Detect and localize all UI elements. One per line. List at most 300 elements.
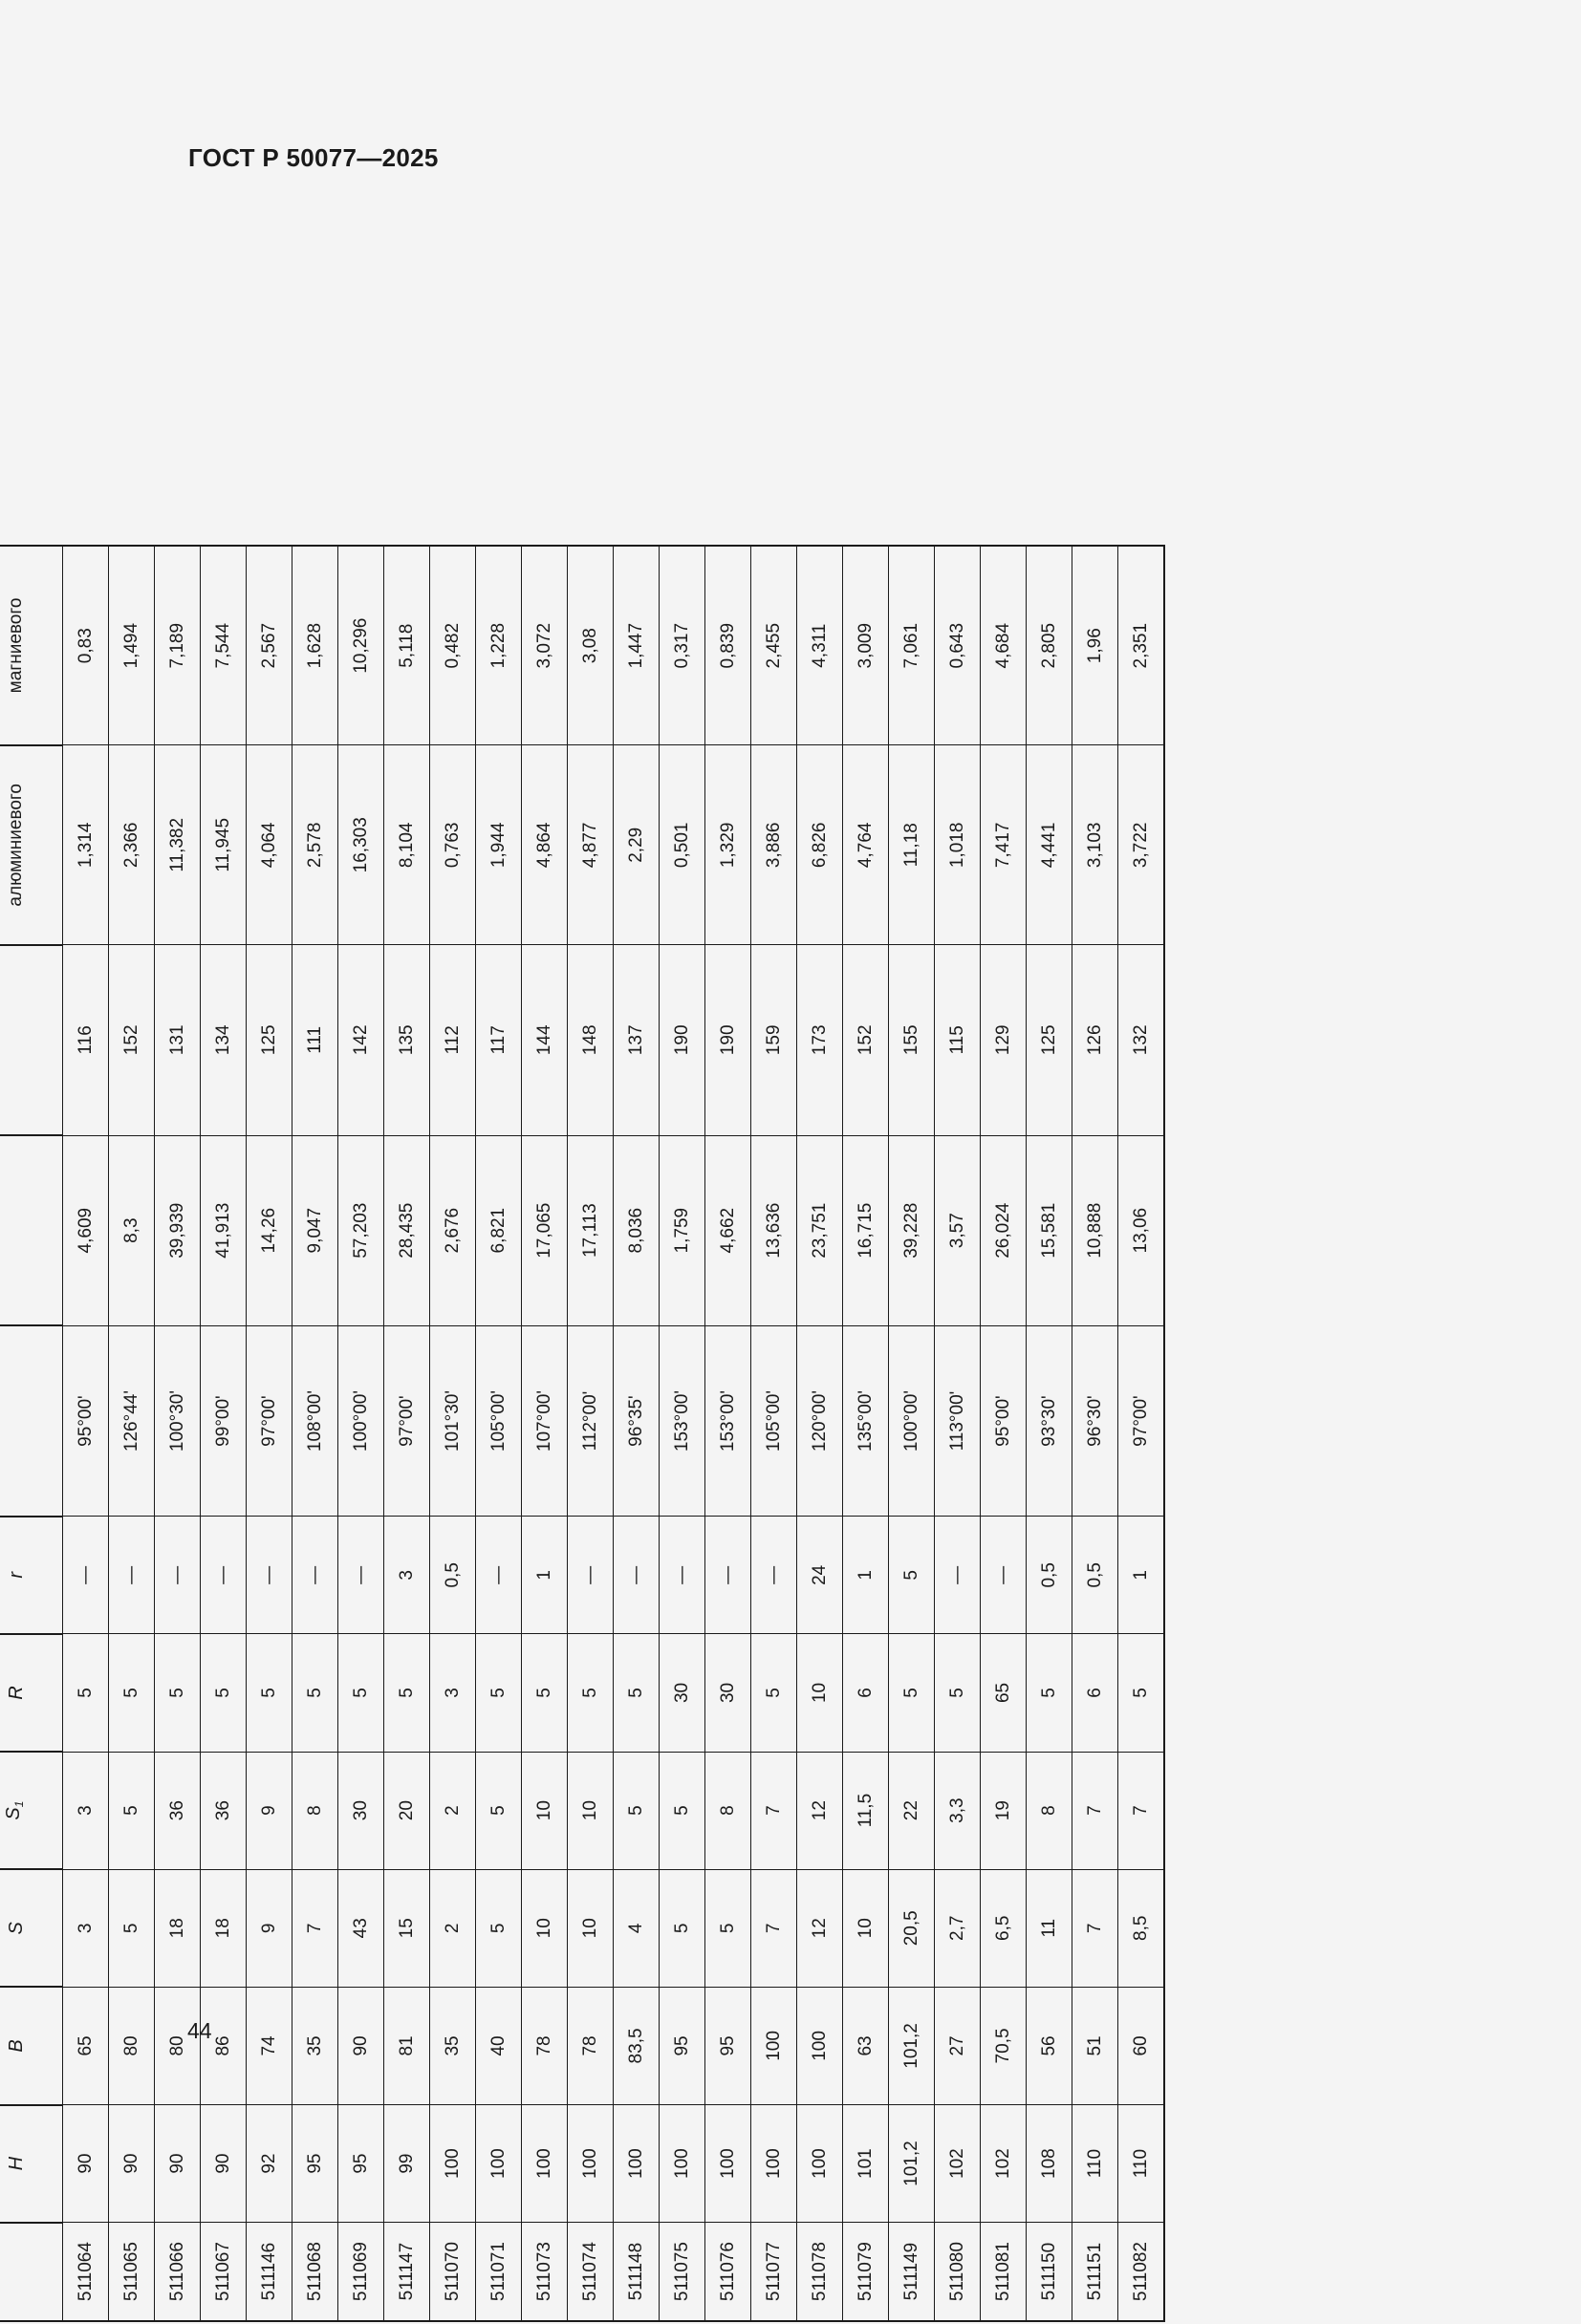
table-cell: 511151	[1072, 2223, 1118, 2321]
table-cell: 3,009	[843, 546, 889, 745]
table-cell: 30	[705, 1634, 751, 1752]
table-row	[751, 546, 797, 2321]
table-cell: 43	[338, 1869, 384, 1987]
table-cell: 135	[384, 945, 430, 1135]
table-cell: 0,317	[660, 546, 705, 745]
table-cell: 11,945	[201, 745, 247, 945]
table-cell: 5	[476, 1752, 522, 1869]
table-cell: 11,5	[843, 1752, 889, 1869]
table-cell: 6,5	[981, 1869, 1027, 1987]
table-cell: 112°00'	[568, 1325, 614, 1516]
table-cell: 3	[384, 1517, 430, 1634]
table-cell: 95°00'	[981, 1325, 1027, 1516]
table-cell: 511077	[751, 2223, 797, 2321]
table-row	[1118, 546, 1165, 2321]
table-cell: 155	[889, 945, 935, 1135]
table-row	[338, 546, 384, 2321]
table-cell: 129	[981, 945, 1027, 1135]
table-cell: —	[660, 1517, 705, 1634]
table-cell: 36	[155, 1752, 201, 1869]
table-cell: 511080	[935, 2223, 981, 2321]
table-cell: 2,676	[430, 1135, 476, 1325]
table-cell: 6	[1072, 1634, 1118, 1752]
table-cell: 5	[338, 1634, 384, 1752]
table-cell: 5,118	[384, 546, 430, 745]
table-row	[247, 546, 292, 2321]
table-cell: 1,628	[292, 546, 338, 745]
table-cell: 6	[843, 1634, 889, 1752]
table-cell: 100	[430, 2105, 476, 2223]
table-cell: 93°30'	[1027, 1325, 1072, 1516]
table-cell: 39,228	[889, 1135, 935, 1325]
table-cell: 51	[1072, 1987, 1118, 2104]
table-cell: 63	[843, 1987, 889, 2104]
table-cell: 27	[935, 1987, 981, 2104]
table-cell: 83,5	[614, 1987, 660, 2104]
table-cell: 8,3	[109, 1135, 155, 1325]
table-cell: —	[109, 1517, 155, 1634]
table-cell: 16,715	[843, 1135, 889, 1325]
table-cell: 26,024	[981, 1135, 1027, 1325]
table-cell: 5	[476, 1869, 522, 1987]
page-number: 44	[187, 2018, 212, 2043]
table-cell: 511079	[843, 2223, 889, 2321]
table-cell: 5	[155, 1634, 201, 1752]
table-cell: 39,939	[155, 1135, 201, 1325]
table-cell: 7,544	[201, 546, 247, 745]
table-row	[522, 546, 568, 2321]
table-cell: 5	[1118, 1634, 1165, 1752]
table-cell: 0,643	[935, 546, 981, 745]
table-cell: 2,7	[935, 1869, 981, 1987]
table-cell: 36	[201, 1752, 247, 1869]
table-cell: 7,061	[889, 546, 935, 745]
table-cell: 81	[384, 1987, 430, 2104]
table-cell: 1	[1118, 1517, 1165, 1634]
table-cell: 30	[660, 1634, 705, 1752]
table-cell: 18	[155, 1869, 201, 1987]
table-row	[476, 546, 522, 2321]
table-cell: 35	[292, 1987, 338, 2104]
table-cell: 100	[614, 2105, 660, 2223]
table-cell: 110	[1072, 2105, 1118, 2223]
header-profile-number	[0, 2223, 63, 2321]
table-cell: 95	[660, 1987, 705, 2104]
table-cell: 18	[201, 1869, 247, 1987]
table-cell: 0,5	[1072, 1517, 1118, 1634]
table-cell: —	[247, 1517, 292, 1634]
table-cell: 8,104	[384, 745, 430, 945]
table-cell: —	[63, 1517, 109, 1634]
table-cell: 105°00'	[476, 1325, 522, 1516]
table-cell: 2,366	[109, 745, 155, 945]
table-row	[1027, 546, 1072, 2321]
table-cell: 5	[889, 1517, 935, 1634]
table-cell: 7	[751, 1752, 797, 1869]
table-cell: 5	[889, 1634, 935, 1752]
table-cell: 4,609	[63, 1135, 109, 1325]
table-cell: 90	[109, 2105, 155, 2223]
table-cell: 78	[522, 1987, 568, 2104]
table-cell: 13,06	[1118, 1135, 1165, 1325]
table-cell: 125	[1027, 945, 1072, 1135]
table-cell: 0,482	[430, 546, 476, 745]
table-row	[843, 546, 889, 2321]
table-cell: 511082	[1118, 2223, 1165, 2321]
table-cell: 65	[63, 1987, 109, 2104]
table-cell: 105°00'	[751, 1325, 797, 1516]
table-cell: 1,96	[1072, 546, 1118, 745]
table-cell: 16,303	[338, 745, 384, 945]
table-cell: 511069	[338, 2223, 384, 2321]
table-cell: 2,567	[247, 546, 292, 745]
table-cell: 1,018	[935, 745, 981, 945]
table-row	[292, 546, 338, 2321]
document-header: ГОСТ Р 50077—2025	[188, 143, 439, 172]
table-cell: 90	[338, 1987, 384, 2104]
table-cell: 173	[797, 945, 843, 1135]
table-cell: 0,839	[705, 546, 751, 745]
table-cell: 112	[430, 945, 476, 1135]
table-cell: 4,311	[797, 546, 843, 745]
table-row	[109, 546, 155, 2321]
table-cell: 30	[338, 1752, 384, 1869]
header-area	[0, 1135, 63, 1325]
table-cell: 5	[751, 1634, 797, 1752]
table-cell: 8	[705, 1752, 751, 1869]
table-cell: 511149	[889, 2223, 935, 2321]
table-cell: 511081	[981, 2223, 1027, 2321]
table-cell: 40	[476, 1987, 522, 2104]
table-cell: 101,2	[889, 1987, 935, 2104]
table-row	[935, 546, 981, 2321]
table-cell: 108°00'	[292, 1325, 338, 1516]
table-cell: 3,103	[1072, 745, 1118, 945]
table-cell: 152	[843, 945, 889, 1135]
table-cell: 511067	[201, 2223, 247, 2321]
table-cell: 511073	[522, 2223, 568, 2321]
table-cell: 100	[705, 2105, 751, 2223]
table-cell: 3,886	[751, 745, 797, 945]
table-cell: 126°44'	[109, 1325, 155, 1516]
table-cell: 1,447	[614, 546, 660, 745]
table-cell: 2,455	[751, 546, 797, 745]
table-cell: 4,441	[1027, 745, 1072, 945]
table-cell: 12	[797, 1869, 843, 1987]
table-cell: 4,684	[981, 546, 1027, 745]
table-cell: 190	[660, 945, 705, 1135]
table-cell: 19	[981, 1752, 1027, 1869]
table-cell: 78	[568, 1987, 614, 2104]
table-cell: 110	[1118, 2105, 1165, 2223]
table-cell: 107°00'	[522, 1325, 568, 1516]
table-cell: 3	[430, 1634, 476, 1752]
table-cell: 4,764	[843, 745, 889, 945]
table-row	[705, 546, 751, 2321]
table-cell: 511150	[1027, 2223, 1072, 2321]
table-row	[201, 546, 247, 2321]
table-cell: 11,382	[155, 745, 201, 945]
table-row	[614, 546, 660, 2321]
table-cell: 95°00'	[63, 1325, 109, 1516]
table-cell: 3,08	[568, 546, 614, 745]
table-cell: 7	[1072, 1869, 1118, 1987]
table-cell: 101	[843, 2105, 889, 2223]
table-row	[430, 546, 476, 2321]
header-S: S	[0, 1869, 63, 1987]
table-cell: 7	[1118, 1752, 1165, 1869]
table-cell: 90	[201, 2105, 247, 2223]
table-cell: 10	[843, 1869, 889, 1987]
table-cell: 5	[614, 1752, 660, 1869]
table-cell: 102	[935, 2105, 981, 2223]
table-cell: 101°30'	[430, 1325, 476, 1516]
table-cell: 132	[1118, 945, 1165, 1135]
table-cell: 100°00'	[889, 1325, 935, 1516]
table-cell: 1,329	[705, 745, 751, 945]
table-cell: 100	[751, 2105, 797, 2223]
table-cell: 3,072	[522, 546, 568, 745]
table-cell: 3,722	[1118, 745, 1165, 945]
table-cell: 159	[751, 945, 797, 1135]
table-cell: —	[476, 1517, 522, 1634]
header-S1-base: S	[3, 1807, 24, 1820]
table-cell: 116	[63, 945, 109, 1135]
table-cell: —	[292, 1517, 338, 1634]
table-cell: 56	[1027, 1987, 1072, 2104]
table-cell: 5	[614, 1634, 660, 1752]
header-r: r	[0, 1517, 63, 1634]
table-cell: 14,26	[247, 1135, 292, 1325]
table-cell: 1,314	[63, 745, 109, 945]
table-cell: 0,5	[1027, 1517, 1072, 1634]
table-cell: 95	[338, 2105, 384, 2223]
table-cell: 5	[476, 1634, 522, 1752]
table-cell: 41,913	[201, 1135, 247, 1325]
table-cell: 1,759	[660, 1135, 705, 1325]
table-cell: 100	[797, 1987, 843, 2104]
table-cell: 100	[660, 2105, 705, 2223]
table-cell: 111	[292, 945, 338, 1135]
table-cell: 20,5	[889, 1869, 935, 1987]
header-H: H	[0, 2105, 63, 2223]
table-cell: 100°00'	[338, 1325, 384, 1516]
table-cell: 101,2	[889, 2105, 935, 2223]
table-cell: 4,662	[705, 1135, 751, 1325]
table-cell: 120°00'	[797, 1325, 843, 1516]
table-cell: 134	[201, 945, 247, 1135]
table-body	[63, 546, 1165, 2321]
table-cell: 8	[1027, 1752, 1072, 1869]
table-cell: 10	[568, 1869, 614, 1987]
table-cell: 99°00'	[201, 1325, 247, 1516]
table-cell: 13,636	[751, 1135, 797, 1325]
table-cell: 2,351	[1118, 546, 1165, 745]
table-cell: 5	[522, 1634, 568, 1752]
table-cell: 2	[430, 1752, 476, 1869]
table-cell: 511076	[705, 2223, 751, 2321]
table-cell: 511078	[797, 2223, 843, 2321]
table-cell: 7	[751, 1869, 797, 1987]
table-cell: 1,944	[476, 745, 522, 945]
table-cell: 0,83	[63, 546, 109, 745]
table-cell: —	[751, 1517, 797, 1634]
table-row	[384, 546, 430, 2321]
table-cell: 15,581	[1027, 1135, 1072, 1325]
table-cell: 8,036	[614, 1135, 660, 1325]
table-cell: 9	[247, 1752, 292, 1869]
table-cell: 511065	[109, 2223, 155, 2321]
table-cell: 5	[705, 1869, 751, 1987]
table-cell: 35	[430, 1987, 476, 2104]
table-cell: 20	[384, 1752, 430, 1869]
table-cell: 12	[797, 1752, 843, 1869]
table-cell: 100	[797, 2105, 843, 2223]
table-row	[63, 546, 109, 2321]
table-cell: 5	[660, 1869, 705, 1987]
table-cell: 5	[109, 1752, 155, 1869]
table-cell: 10	[568, 1752, 614, 1869]
table-cell: 1,228	[476, 546, 522, 745]
table-cell: 511148	[614, 2223, 660, 2321]
table-cell: 153°00'	[660, 1325, 705, 1516]
table-cell: 4,064	[247, 745, 292, 945]
table-cell: 97°00'	[384, 1325, 430, 1516]
table-cell: 8	[292, 1752, 338, 1869]
table-cell: 113°00'	[935, 1325, 981, 1516]
header-diameter	[0, 945, 63, 1135]
table-cell: 117	[476, 945, 522, 1135]
table-cell: 8,5	[1118, 1869, 1165, 1987]
table-cell: 6,826	[797, 745, 843, 945]
table-cell: 0,763	[430, 745, 476, 945]
header-aluminum: алюминиевого	[0, 745, 63, 945]
table-cell: 11,18	[889, 745, 935, 945]
table-cell: 90	[63, 2105, 109, 2223]
table-cell: 148	[568, 945, 614, 1135]
header-S1	[0, 1752, 63, 1869]
table-cell: 17,065	[522, 1135, 568, 1325]
table-cell: 511068	[292, 2223, 338, 2321]
rotated-table-block	[0, 547, 1151, 2324]
table-cell: 97°00'	[247, 1325, 292, 1516]
table-cell: 10,296	[338, 546, 384, 745]
table-cell: 511064	[63, 2223, 109, 2321]
table-cell: 5	[1027, 1634, 1072, 1752]
table-cell: 115	[935, 945, 981, 1135]
table-cell: 9	[247, 1869, 292, 1987]
table-cell: 1,494	[109, 546, 155, 745]
header-B: B	[0, 1987, 63, 2104]
table-cell: 6,821	[476, 1135, 522, 1325]
table-cell: 152	[109, 945, 155, 1135]
table-cell: 131	[155, 945, 201, 1135]
table-cell: 24	[797, 1517, 843, 1634]
table-cell: 4,864	[522, 745, 568, 945]
table-cell: 92	[247, 2105, 292, 2223]
table-row	[889, 546, 935, 2321]
table-cell: 511066	[155, 2223, 201, 2321]
table-cell: —	[614, 1517, 660, 1634]
table-cell: 125	[247, 945, 292, 1135]
table-cell: 97°00'	[1118, 1325, 1165, 1516]
table-cell: 10,888	[1072, 1135, 1118, 1325]
table-cell: 57,203	[338, 1135, 384, 1325]
table-cell: 5	[63, 1634, 109, 1752]
table-cell: 2	[430, 1869, 476, 1987]
table-cell: 2,29	[614, 745, 660, 945]
table-cell: 511074	[568, 2223, 614, 2321]
table-cell: 15	[384, 1869, 430, 1987]
table-cell: 190	[705, 945, 751, 1135]
table-cell: 3,57	[935, 1135, 981, 1325]
table-cell: 2,805	[1027, 546, 1072, 745]
table-cell: 2,578	[292, 745, 338, 945]
table-cell: 95	[292, 2105, 338, 2223]
table-cell: 10	[522, 1869, 568, 1987]
table-cell: 95	[705, 1987, 751, 2104]
table-cell: 90	[155, 2105, 201, 2223]
table-row	[568, 546, 614, 2321]
table-cell: 3	[63, 1752, 109, 1869]
table-cell: 1	[522, 1517, 568, 1634]
table-cell: 142	[338, 945, 384, 1135]
table-row	[660, 546, 705, 2321]
table-cell: 100	[751, 1987, 797, 2104]
header-S1-sub: 1	[12, 1800, 26, 1808]
table-cell: 96°35'	[614, 1325, 660, 1516]
table-cell: 5	[201, 1634, 247, 1752]
header-angle	[0, 1325, 63, 1516]
table-cell: 17,113	[568, 1135, 614, 1325]
profiles-table	[0, 545, 1165, 2322]
table-cell: 5	[568, 1634, 614, 1752]
table-cell: 5	[109, 1869, 155, 1987]
table-cell: 7	[292, 1869, 338, 1987]
table-cell: 99	[384, 2105, 430, 2223]
header-magnesium: магниевого	[0, 546, 63, 745]
table-row	[155, 546, 201, 2321]
table-cell: —	[155, 1517, 201, 1634]
table-cell: 5	[247, 1634, 292, 1752]
table-cell: 5	[935, 1634, 981, 1752]
table-cell: 5	[292, 1634, 338, 1752]
table-cell: 60	[1118, 1987, 1165, 2104]
table-cell: 100	[476, 2105, 522, 2223]
table-cell: 511147	[384, 2223, 430, 2321]
header-R: R	[0, 1634, 63, 1752]
table-cell: 9,047	[292, 1135, 338, 1325]
table-cell: 5	[660, 1752, 705, 1869]
table-cell: 3,3	[935, 1752, 981, 1869]
table-cell: 28,435	[384, 1135, 430, 1325]
table-cell: 1	[843, 1517, 889, 1634]
table-cell: —	[201, 1517, 247, 1634]
table-cell: 80	[109, 1987, 155, 2104]
table-cell: 74	[247, 1987, 292, 2104]
table-cell: 100°30'	[155, 1325, 201, 1516]
table-cell: 86	[201, 1987, 247, 2104]
table-cell: 80	[155, 1987, 201, 2104]
table-cell: —	[935, 1517, 981, 1634]
table-cell: 511071	[476, 2223, 522, 2321]
table-cell: 7	[1072, 1752, 1118, 1869]
table-row	[1072, 546, 1118, 2321]
table-cell: 5	[109, 1634, 155, 1752]
table-cell: 11	[1027, 1869, 1072, 1987]
table-cell: 3	[63, 1869, 109, 1987]
table-cell: 5	[384, 1634, 430, 1752]
